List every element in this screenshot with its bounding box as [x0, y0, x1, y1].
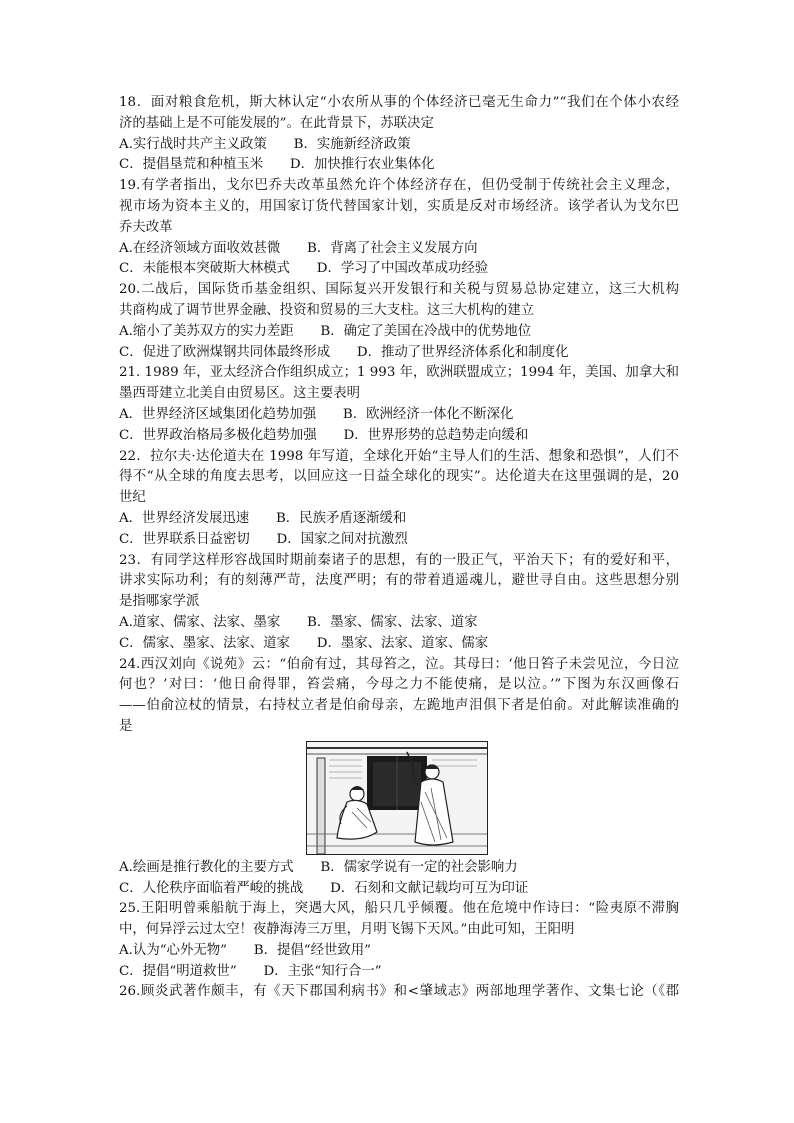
- question-stem: 25.王阳明曾乘船航于海上，突遇大风，船只几乎倾覆。他在危境中作诗曰：“险夷原不滞胸: [119, 901, 679, 917]
- question-stem: 18．面对粮食危机，斯大林认定“小农所从事的个体经济已毫无生命力”“我们在个体小农经: [119, 95, 679, 110]
- han-stone-relief-image: [306, 741, 488, 855]
- question-stem: 讲求实际功利；有的刻薄严苛，法度严明；有的带着逍遥魂儿，避世寻自由。这些思想分别: [119, 573, 679, 589]
- question-stem: 视市场为资本主义的，用国家订货代替国家计划，实质是反对市场经济。该学者认为戈尔巴: [119, 198, 679, 214]
- relief-illustration: [307, 742, 487, 854]
- question-stem: 23．有同学这样形容战国时期前秦诸子的思想，有的一股正气，平治天下；有的爱好和平，: [119, 552, 679, 568]
- question-stem: 19.有学者指出，戈尔巴乔夫改革虽然允许个体经济存在，但仍受制于传统社会主义理念，: [119, 178, 679, 194]
- question-21: [119, 363, 679, 446]
- options-cd: C．提倡“明道救世” D．主张“知行合一”: [119, 963, 382, 979]
- options-cd: C．人伦秩序面临着严峻的挑战 D．石刻和文献记载均可互为印证: [119, 880, 529, 896]
- question-stem: 20.二战后，国际货币基金组织、国际复兴开发银行和关税与贸易总协定建立，这三大机构: [119, 282, 679, 298]
- question-stem: ——伯俞泣杖的情景，右持杖立者是伯俞母亲，左跪地声泪俱下者是伯俞。对此解读准确的: [119, 698, 679, 714]
- options-cd: C．未能根本突破斯大林模式 D．学习了中国改革成功经验: [119, 261, 489, 277]
- options-ab: A.缩小了美苏双方的实力差距 B．确定了美国在冷战中的优势地位: [119, 323, 532, 339]
- question-stem: 世纪: [119, 490, 146, 506]
- question-stem: 墨西哥建立北美自由贸易区。这主要表明: [119, 386, 361, 402]
- options-ab: A.绘画是推行教化的主要方式 B．儒家学说有一定的社会影响力: [119, 859, 518, 875]
- options-cd: C．世界联系日益密切 D．国家之间对抗激烈: [119, 531, 408, 547]
- question-stem: 何也？’对曰：‘他日俞得罪，笞尝痛，今母之力不能使痛，是以泣。’”下图为东汉画像石: [119, 677, 679, 693]
- question-stem: 得不“从全球的角度去思考，以回应这一日益全球化的现实”。达伦道夫在这里强调的是，20: [119, 469, 679, 485]
- options-cd: C．促进了欧洲煤钢共同体最终形成 D．推动了世界经济体系化和制度化: [119, 344, 569, 360]
- options-cd: C．儒家、墨家、法家、道家 D．墨家、法家、道家、儒家: [119, 635, 489, 651]
- options-ab: A.在经济领域方面收效甚微 B．背离了社会主义发展方向: [119, 240, 478, 256]
- question-stem: 22．拉尔夫·达伦道夫在 1998 年写道，全球化开始“主导人们的生活、想象和恐惧”，人们不: [119, 448, 679, 464]
- question-stem: 是指哪家学派: [119, 594, 200, 610]
- options-cd: C．世界政治格局多极化趋势加强 D．世界形势的总趋势走向缓和: [119, 427, 529, 443]
- question-20: [119, 280, 679, 363]
- question-stem: 26.顾炎武著作颇丰，有《天下郡国利病书》和<肇域志》两部地理学著作、文集七论（《郡: [119, 984, 679, 1000]
- options-ab: A.道家、儒家、法家、墨家 B．墨家、儒家、法家、道家: [119, 614, 478, 630]
- question-stem: 24.西汉刘向《说苑》云：“伯俞有过，其母笞之，泣。其母曰：‘他日笞子未尝见泣，今日泣: [119, 656, 679, 672]
- question-stem: 共商构成了调节世界金融、投资和贸易的三大支柱。这三大机构的建立: [119, 302, 535, 318]
- options-ab: A.实行战时共产主义政策 B．实施新经济政策: [119, 136, 411, 152]
- question-stem: 中，何异浮云过太空！夜静海涛三万里，月明飞锡下天风。”由此可知，王阳明: [119, 922, 575, 938]
- question-23: [119, 551, 679, 655]
- question-stem: 是: [119, 718, 133, 734]
- question-stem: 乔夫改革: [119, 219, 173, 235]
- question-18: [119, 93, 679, 176]
- question-25: [119, 899, 679, 982]
- question-stem: 21. 1989 年，亚太经济合作组织成立；1 993 年，欧洲联盟成立；1994 年，美国、加拿大和: [119, 365, 679, 381]
- options-ab: A．世界经济区域集团化趋势加强 B．欧洲经济一体化不断深化: [119, 406, 514, 422]
- question-stem: 济的基础上是不可能发展的”。在此背景下，苏联决定: [119, 115, 434, 131]
- question-26: [119, 982, 679, 1003]
- question-22: [119, 447, 679, 551]
- question-19: [119, 176, 679, 280]
- options-ab: A．世界经济发展迅速 B．民族矛盾逐渐缓和: [119, 510, 407, 526]
- question-24: [119, 655, 679, 900]
- options-cd: C．提倡垦荒和种植玉米 D．加快推行农业集体化: [119, 157, 435, 173]
- exam-page: [119, 93, 679, 1003]
- options-ab: A.认为“心外无物” B．提倡“经世致用”: [119, 942, 372, 958]
